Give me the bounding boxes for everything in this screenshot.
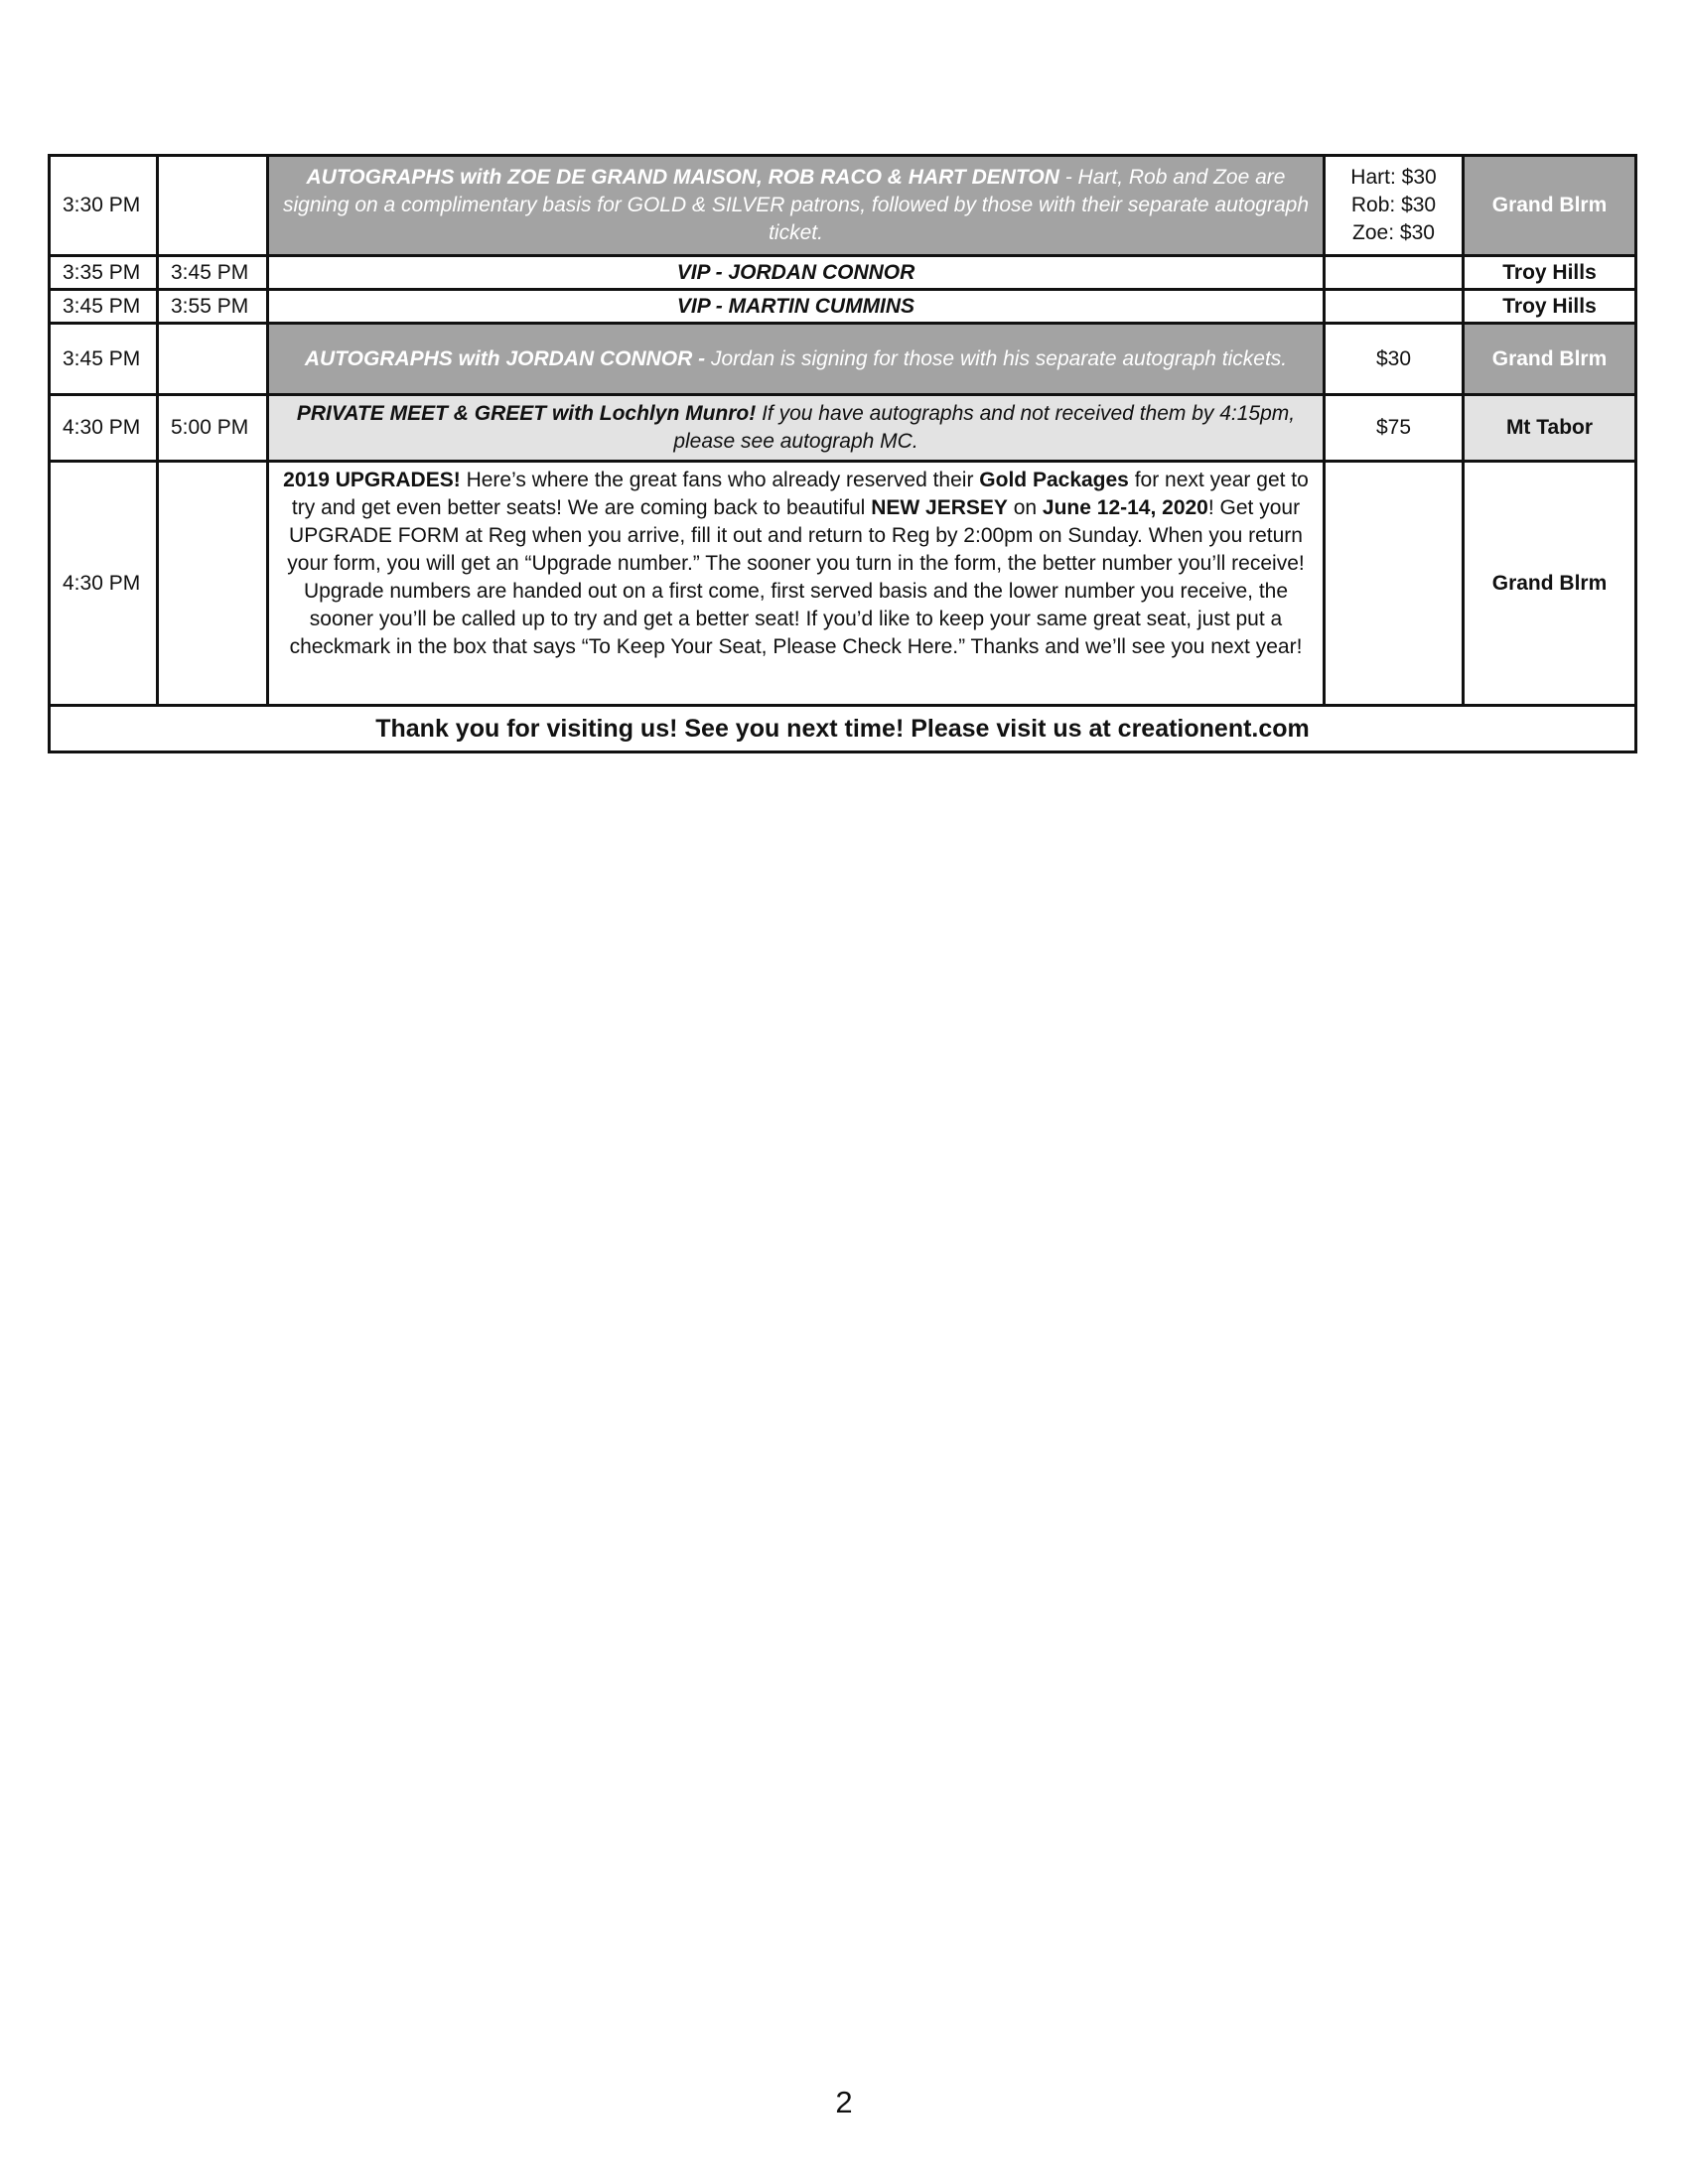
event-room: Mt Tabor [1464,395,1636,462]
event-price: $30 [1325,324,1464,395]
event-room: Troy Hills [1464,290,1636,324]
start-time: 3:30 PM [50,156,158,256]
event-description [268,156,1325,256]
upgrade-description [268,462,1325,706]
end-time: 5:00 PM [158,395,268,462]
upgrade-highlight: Gold Packages [979,469,1129,491]
start-time: 3:45 PM [50,324,158,395]
start-time: 4:30 PM [50,462,158,706]
schedule-row [50,290,1636,324]
event-details: - Hart, Rob and Zoe are signing on a complimentary basis for GOLD & SILVER patrons, followed by those with their separate autograph ticket. [282,166,1310,244]
event-title: AUTOGRAPHS with JORDAN CONNOR - [304,346,706,370]
event-room: Grand Blrm [1464,156,1636,256]
event-description [268,290,1325,324]
upgrade-highlight: NEW JERSEY [871,496,1008,519]
upgrade-text: ! Get your UPGRADE FORM at Reg when you arrive, fill it out and return to Reg by 2:00pm on Sunday. When you return your form, you will get an “Upgrade number.” The sooner you turn in the form, the better number you’ll receive! Upgrade numbers are handed out on a first come, first served basis and the lower number you receive, the sooner you’ll be called up to try and get a better seat! If you’d like to keep your same great seat, just put a checkmark in the box that says “To Keep Your Seat, Please Check Here.” Thanks and we’ll see you next year! [287,496,1305,658]
upgrade-highlight: June 12-14, 2020 [1042,496,1208,519]
event-details: If you have autographs and not received them by 4:15pm, please see autograph MC. [673,402,1296,453]
event-room: Troy Hills [1464,256,1636,290]
start-time: 3:35 PM [50,256,158,290]
event-description [268,256,1325,290]
price-line: Rob: $30 [1350,194,1437,216]
schedule-row [50,324,1636,395]
footer-row [50,706,1636,752]
event-title: PRIVATE MEET & GREET with Lochlyn Munro! [296,402,757,425]
schedule-row [50,395,1636,462]
event-room: Grand Blrm [1464,324,1636,395]
event-price [1325,156,1464,256]
schedule-row [50,462,1636,706]
price-line: Hart: $30 [1350,166,1437,189]
event-price [1325,290,1464,324]
event-room: Grand Blrm [1464,462,1636,706]
event-description [268,324,1325,395]
event-title: VIP - JORDAN CONNOR [676,260,915,284]
event-price: $75 [1325,395,1464,462]
event-description [268,395,1325,462]
end-time: 3:45 PM [158,256,268,290]
schedule-table [48,154,1637,753]
page-number: 2 [835,2085,853,2119]
end-time [158,324,268,395]
price-line: Zoe: $30 [1352,221,1435,244]
schedule-row [50,256,1636,290]
upgrade-text: on [1007,496,1043,519]
event-title: AUTOGRAPHS with ZOE DE GRAND MAISON, ROB RACO & HART DENTON [306,166,1059,189]
end-time: 3:55 PM [158,290,268,324]
upgrade-text: Here’s where the great fans who already reserved their [460,469,980,491]
end-time [158,462,268,706]
start-time: 3:45 PM [50,290,158,324]
upgrade-heading: 2019 UPGRADES! [283,469,461,491]
event-title: VIP - MARTIN CUMMINS [676,294,915,318]
upgrade-text: for next year get to try and get even better seats! We are coming back to beautiful [291,469,1309,519]
footer-message: Thank you for visiting us! See you next time! Please visit us at creationent.com [50,706,1636,752]
schedule-row [50,156,1636,256]
event-price [1325,256,1464,290]
start-time: 4:30 PM [50,395,158,462]
event-price [1325,462,1464,706]
end-time [158,156,268,256]
event-details: Jordan is signing for those with his separate autograph tickets. [705,346,1288,370]
